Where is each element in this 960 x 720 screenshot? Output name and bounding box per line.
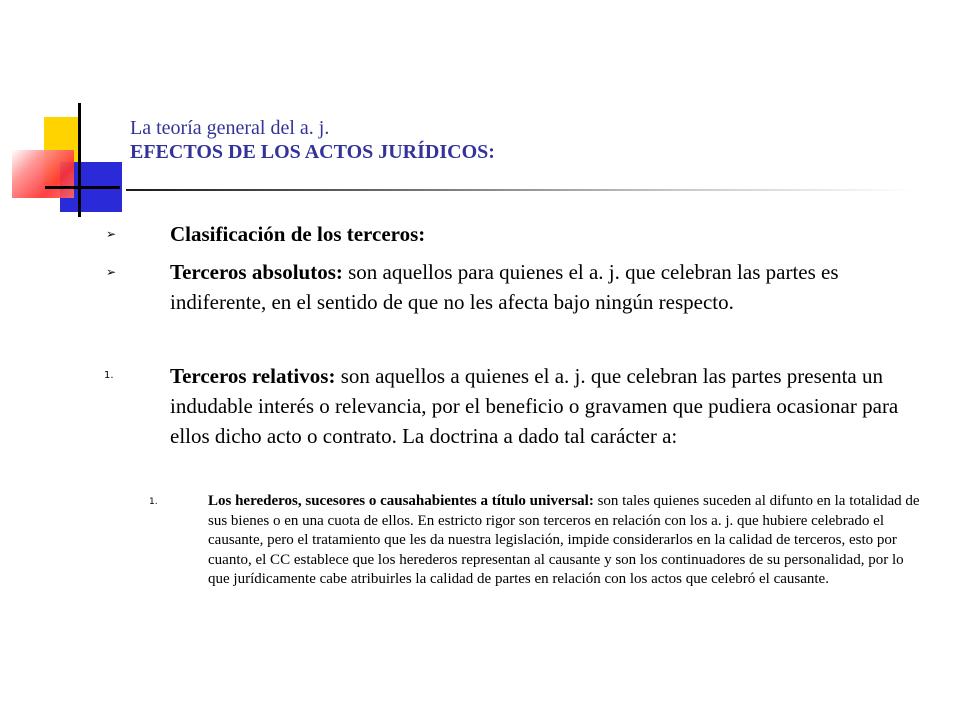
list-number: 1. — [104, 370, 114, 381]
arrow-bullet-icon: ➢ — [106, 265, 117, 279]
item-heading: Terceros relativos: — [170, 364, 336, 388]
item-heading: Terceros absolutos: — [170, 260, 343, 284]
sub-list-item — [149, 492, 920, 590]
item-text: son aquellos para quienes el a. j. que celebran las partes es indiferente, en el sentido de que no les afecta bajo ningún respecto. — [170, 260, 839, 314]
subitem-heading: Los herederos, sucesores o causahabientes a título universal: — [208, 493, 594, 509]
slide-subtitle: EFECTOS DE LOS ACTOS JURÍDICOS: — [130, 141, 495, 163]
red-square-decoration — [12, 150, 74, 198]
title-underline — [126, 189, 916, 191]
arrow-bullet-icon: ➢ — [106, 227, 117, 241]
list-item — [106, 219, 900, 249]
list-item — [106, 257, 900, 317]
slide-title: La teoría general del a. j. — [130, 117, 330, 139]
slide-header — [130, 116, 495, 164]
item-heading: Clasificación de los terceros: — [170, 222, 426, 246]
vertical-line-decoration — [78, 103, 81, 217]
horizontal-line-decoration — [45, 186, 120, 189]
sub-list-number: 1. — [149, 497, 158, 507]
subitem-text: son tales quienes suceden al difunto en la totalidad de sus bienes o en una cuota de ellos. En estricto rigor son terceros en relación con los a. j. que hubiere celebrado el causante, pero el tratamiento que les da nuestra legislación, impide considerarlos en la calidad de terceros, esto por cuanto, el CC establece que los herederos representan al causante y son los continuadores de su personalidad, por lo que jurídicamente cabe atribuirles la calidad de partes en relación con los actos que celebró el causante. — [208, 493, 920, 588]
item-text: son aquellos a quienes el a. j. que celebran las partes presenta un indudable interés o relevancia, por el beneficio o gravamen que pudiera ocasionar para ellos dicho acto o contrato. La doctrina a dado tal carácter a: — [170, 364, 899, 448]
list-item — [104, 361, 900, 451]
